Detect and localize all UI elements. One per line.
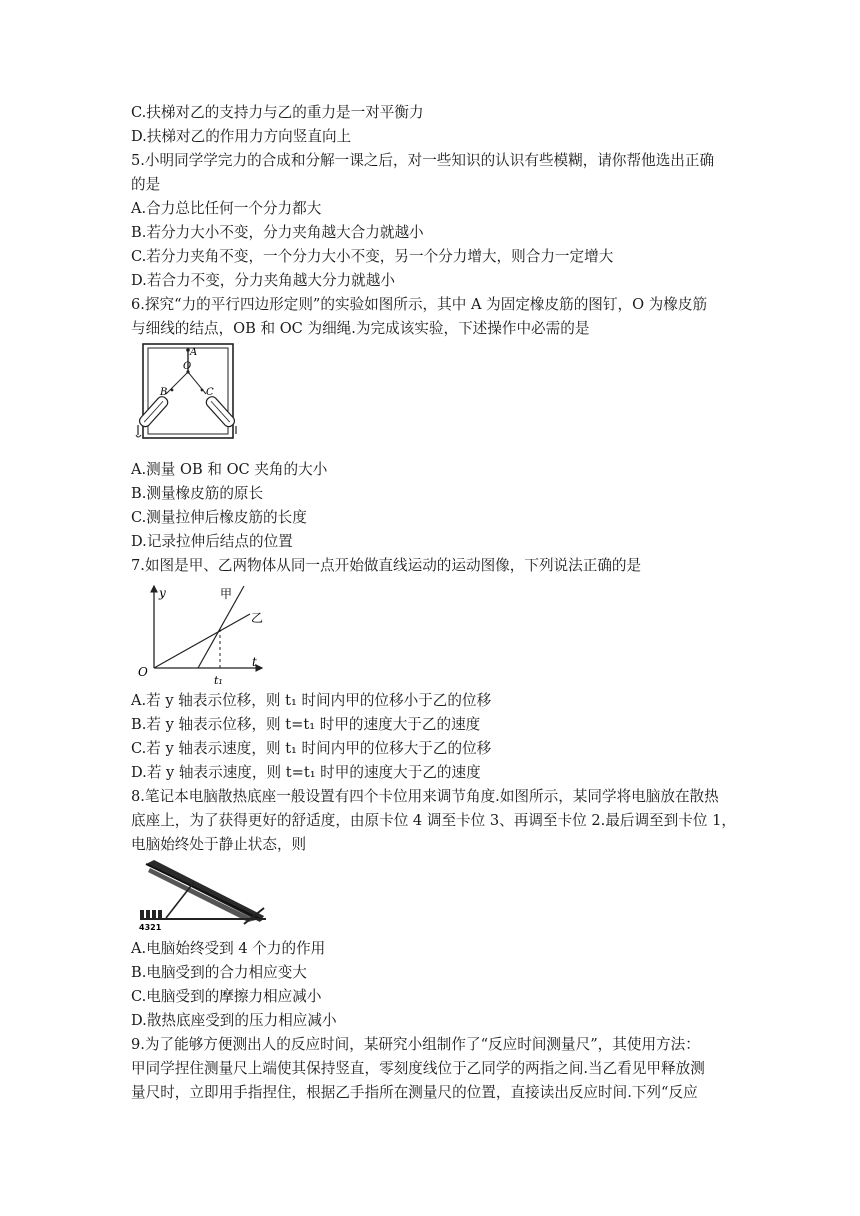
q8-stem-cont2: 电脑始终处于静止状态，则	[131, 836, 307, 853]
q8-stem: 8.笔记本电脑散热底座一般设置有四个卡位用来调节角度.如图所示，某同学将电脑放在散热	[131, 788, 719, 805]
q8-stem-cont: 底座上，为了获得更好的舒适度，由原卡位 4 调至卡位 3、再调至卡位 2.最后调至到卡位 1，	[131, 812, 736, 829]
q6-option-c: C.测量拉伸后橡皮筋的长度	[131, 509, 307, 526]
q7-option-d: D.若 y 轴表示速度，则 t=t₁ 时甲的速度大于乙的速度	[131, 764, 481, 781]
q7-option-b: B.若 y 轴表示位移，则 t=t₁ 时甲的速度大于乙的速度	[131, 716, 481, 733]
q7-option-a: A.若 y 轴表示位移，则 t₁ 时间内甲的位移小于乙的位移	[131, 692, 492, 709]
q8-option-b: B.电脑受到的合力相应变大	[131, 964, 307, 981]
axis-t-label: t	[252, 655, 257, 669]
q6-option-b: B.测量橡皮筋的原长	[131, 485, 264, 502]
q4-option-c: C.扶梯对乙的支持力与乙的重力是一对平衡力	[131, 104, 424, 121]
q8-option-d: D.散热底座受到的压力相应减小	[131, 1012, 337, 1029]
q5-stem-cont: 的是	[131, 176, 161, 193]
q5-stem: 5.小明同学学完力的合成和分解一课之后，对一些知识的认识有些模糊，请你帮他选出正确	[131, 152, 715, 169]
q9-stem-cont: 甲同学捏住测量尺上端使其保持竖直，零刻度线位于乙同学的两指之间.当乙看见甲释放测	[131, 1060, 705, 1077]
line-jia-label: 甲	[220, 587, 233, 601]
q7-stem: 7.如图是甲、乙两物体从同一点开始做直线运动的运动图像，下列说法正确的是	[131, 557, 642, 574]
q9-stem-cont2: 量尺时，立即用手指捏住，根据乙手指所在测量尺的位置，直接读出反应时间.下列“反应	[131, 1084, 698, 1101]
label-o: O	[183, 361, 192, 372]
q8-option-c: C.电脑受到的摩擦力相应减小	[131, 988, 322, 1005]
q8-option-a: A.电脑始终受到 4 个力的作用	[131, 940, 326, 957]
q6-stem: 6.探究“力的平行四边形定则”的实验如图所示，其中 A 为固定橡皮筋的图钉，O 为橡皮筋	[131, 296, 708, 313]
q5-option-a: A.合力总比任何一个分力都大	[131, 200, 322, 217]
q6-option-a: A.测量 OB 和 OC 夹角的大小	[131, 461, 328, 478]
q7-option-c: C.若 y 轴表示速度，则 t₁ 时间内甲的位移大于乙的位移	[131, 740, 492, 757]
label-c: C	[206, 387, 214, 398]
q6-stem-cont: 与细线的结点，OB 和 OC 为细绳.为完成该实验，下述操作中必需的是	[131, 320, 590, 337]
label-b: B	[160, 387, 168, 398]
line-yi-label: 乙	[251, 611, 264, 625]
q6-option-d: D.记录拉伸后结点的位置	[131, 533, 293, 550]
q5-option-b: B.若分力大小不变，分力夹角越大合力就越小	[131, 224, 424, 241]
q5-option-c: C.若分力夹角不变，一个分力大小不变，另一个分力增大，则合力一定增大	[131, 248, 614, 265]
q9-stem: 9.为了能够方便测出人的反应时间，某研究小组制作了“反应时间测量尺”，其使用方法：	[131, 1036, 700, 1053]
slot-numbers-label: 4321	[139, 923, 162, 932]
t1-label: t₁	[214, 674, 223, 687]
axis-y-label: y	[159, 586, 166, 600]
origin-label: O	[138, 665, 148, 679]
q5-option-d: D.若合力不变，分力夹角越大分力就越小	[131, 272, 395, 289]
label-a: A	[190, 347, 198, 358]
q8-figure	[136, 858, 270, 934]
q4-option-d: D.扶梯对乙的作用力方向竖直向上	[131, 128, 352, 145]
q6-figure	[132, 342, 242, 442]
q7-figure	[134, 580, 274, 688]
